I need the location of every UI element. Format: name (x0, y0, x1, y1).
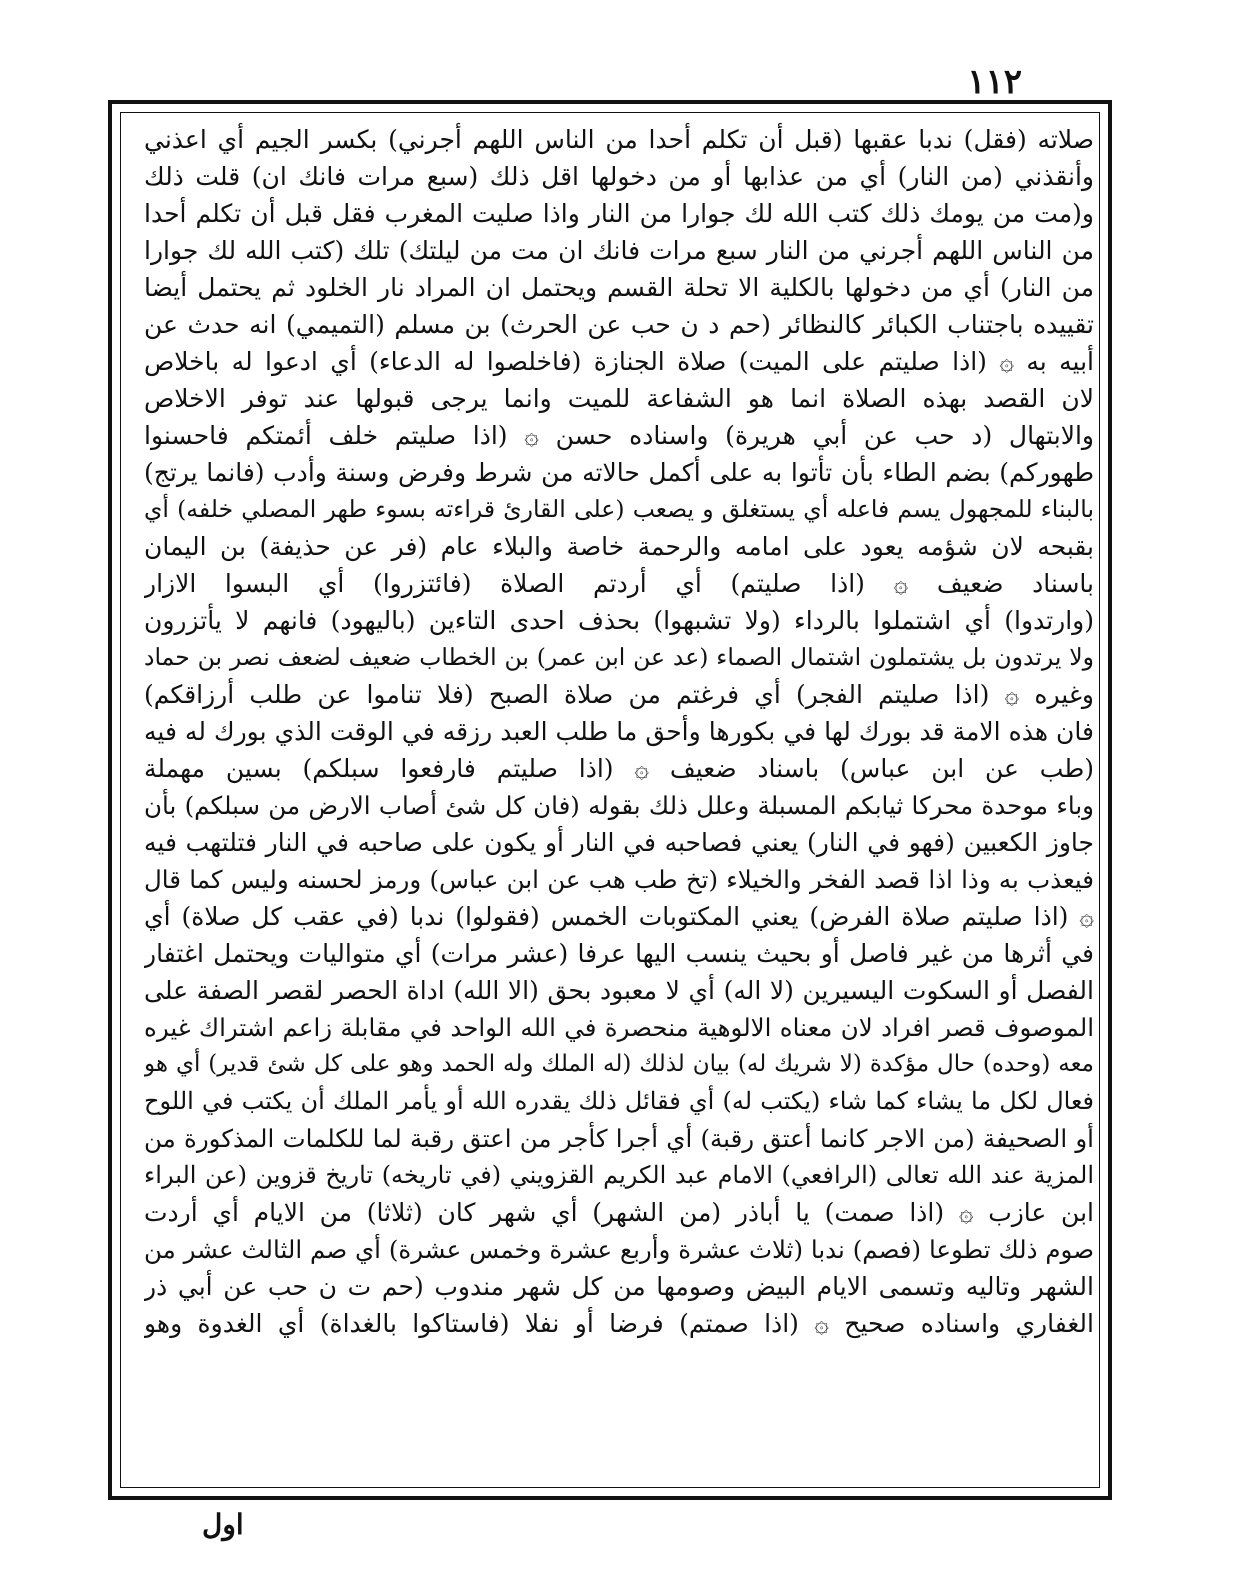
text-line: ۞ (اذا صليتم صلاة الفرض) يعني المكتوبات الخمس (فقولوا) ندبا (في عقب كل صلاة) أي (144, 902, 1094, 931)
text-line: من النار) أي من دخولها بالكلية الا تحلة القسم ويحتمل ان المراد نار الخلود ثم يحتمل أيضا (144, 273, 1094, 302)
text-line: صلاته (فقل) ندبا عقبها (قبل أن تكلم أحدا من الناس اللهم أجرني) بكسر الجيم أي اعذني (144, 125, 1094, 154)
text-line: معه (وحده) حال مؤكدة (لا شريك له) بيان لذلك (له الملك وله الحمد وهو على كل شئ قدير) أي هو (144, 1051, 1094, 1077)
text-line: الشهر وتاليه وتسمى الايام البيض وصومها من كل شهر مندوب (حم ت ن حب عن أبي ذر (144, 1272, 1094, 1301)
text-line: تقييده باجتناب الكبائر كالنظائر (حم د ن حب عن الحرث) بن مسلم (التميمي) انه حدث عن (144, 310, 1094, 339)
text-line: وغيره ۞ (اذا صليتم الفجر) أي فرغتم من صلاة الصبح (فلا تناموا عن طلب أرزاقكم) (144, 680, 1094, 709)
text-line: من الناس اللهم أجرني من النار سبع مرات فانك ان مت من ليلتك) تلك (كتب الله لك جوارا (144, 236, 1094, 265)
page-number: ١١٢ (967, 62, 1022, 102)
text-line: (طب عن ابن عباس) باسناد ضعيف ۞ (اذا صليتم فارفعوا سبلكم) بسين مهملة (144, 754, 1094, 783)
text-line: و(مت من يومك ذلك كتب الله لك جوارا من النار واذا صليت المغرب فقل قبل أن تكلم أحدا (144, 199, 1094, 228)
text-line: جاوز الكعبين (فهو في النار) يعني فصاحبه في النار أو يكون على صاحبه في النار فتلتهب فيه (144, 828, 1094, 857)
text-line: المزية عند الله تعالى (الرافعي) الامام عبد الكريم القزويني (في تاريخه) تاريخ قزوين (عن البراء (144, 1161, 1094, 1189)
text-line: ولا يرتدون بل يشتملون اشتمال الصماء (عد عن ابن عمر) بن الخطاب ضعيف لضعف نصر بن حماد (144, 643, 1094, 671)
text-line: الموصوف قصر افراد لان معناه الالوهية منحصرة في الله الواحد في مقابلة زاعم اشتراك غيره (144, 1013, 1094, 1042)
text-line: الفصل أو السكوت اليسيرين (لا اله) أي لا معبود بحق (الا الله) اداة الحصر لقصر الصفة على (144, 976, 1094, 1005)
text-line: وباء موحدة محركا ثيابكم المسبلة وعلل ذلك بقوله (فان كل شئ أصاب الارض من سبلكم) بأن (144, 791, 1094, 820)
text-line: فيعذب به وذا اذا قصد الفخر والخيلاء (تخ طب هب عن ابن عباس) ورمز لحسنه وليس كما قال (144, 865, 1094, 894)
text-line: في أثرها من غير فاصل أو بحيث ينسب اليها عرفا (عشر مرات) أي متواليات ويحتمل اغتفار (144, 939, 1094, 968)
text-line: باسناد ضعيف ۞ (اذا صليتم) أي أردتم الصلاة (فائتزروا) أي البسوا الازار (144, 569, 1094, 598)
text-line: بالبناء للمجهول يسم فاعله أي يستغلق و يصعب (على القارئ قراءته بسوء طهر المصلي خلفه) أي (144, 495, 1094, 523)
text-line: أو الصحيفة (من الاجر كانما أعتق رقبة) أي أجرا كأجر من اعتق رقبة لما للكلمات المذكورة من (144, 1124, 1094, 1153)
text-line: فعال لكل ما يشاء كما شاء (يكتب له) أي فقائل ذلك يقدره الله أو يأمر الملك أن يكتب في اللوح (144, 1087, 1094, 1115)
catchword: اول (202, 1508, 244, 1541)
text-line: والابتهال (د حب عن أبي هريرة) واسناده حسن ۞ (اذا صليتم خلف أئمتكم فاحسنوا (144, 421, 1094, 450)
text-line: وأنقذني (من النار) أي من عذابها أو من دخولها اقل ذلك (سبع مرات فانك ان) قلت ذلك (144, 162, 1094, 191)
text-line: أبيه به ۞ (اذا صليتم على الميت) صلاة الجنازة (فاخلصوا له الدعاء) أي ادعوا له باخلاص (144, 347, 1094, 376)
text-line: ابن عازب ۞ (اذا صمت) يا أباذر (من الشهر) أي شهر كان (ثلاثا) من الايام أي أردت (144, 1198, 1094, 1227)
text-line: لان القصد بهذه الصلاة انما هو الشفاعة للميت وانما يرجى قبولها عند توفر الاخلاص (144, 384, 1094, 413)
text-line: بقبحه لان شؤمه يعود على امامه والرحمة خاصة والبلاء عام (فر عن حذيفة) بن اليمان (144, 532, 1094, 561)
text-line: فان هذه الامة قد بورك لها في بكورها وأحق ما طلب العبد رزقه في الوقت الذي بورك له فيه (144, 717, 1094, 746)
text-body (144, 121, 1094, 1342)
text-line: طهوركم) بضم الطاء بأن تأتوا به على أكمل حالاته من شرط وفرض وسنة وأدب (فانما يرتج) (144, 458, 1094, 487)
text-line: الغفاري واسناده صحيح ۞ (اذا صمتم) فرضا أو نفلا (فاستاكوا بالغداة) أي الغدوة وهو (144, 1309, 1094, 1338)
text-line: (وارتدوا) أي اشتملوا بالرداء (ولا تشبهوا) بحذف احدى التاءين (باليهود) فانهم لا يأتزرون (144, 606, 1094, 635)
text-line: صوم ذلك تطوعا (فصم) ندبا (ثلاث عشرة وأربع عشرة وخمس عشرة) أي صم الثالث عشر من (144, 1235, 1094, 1264)
